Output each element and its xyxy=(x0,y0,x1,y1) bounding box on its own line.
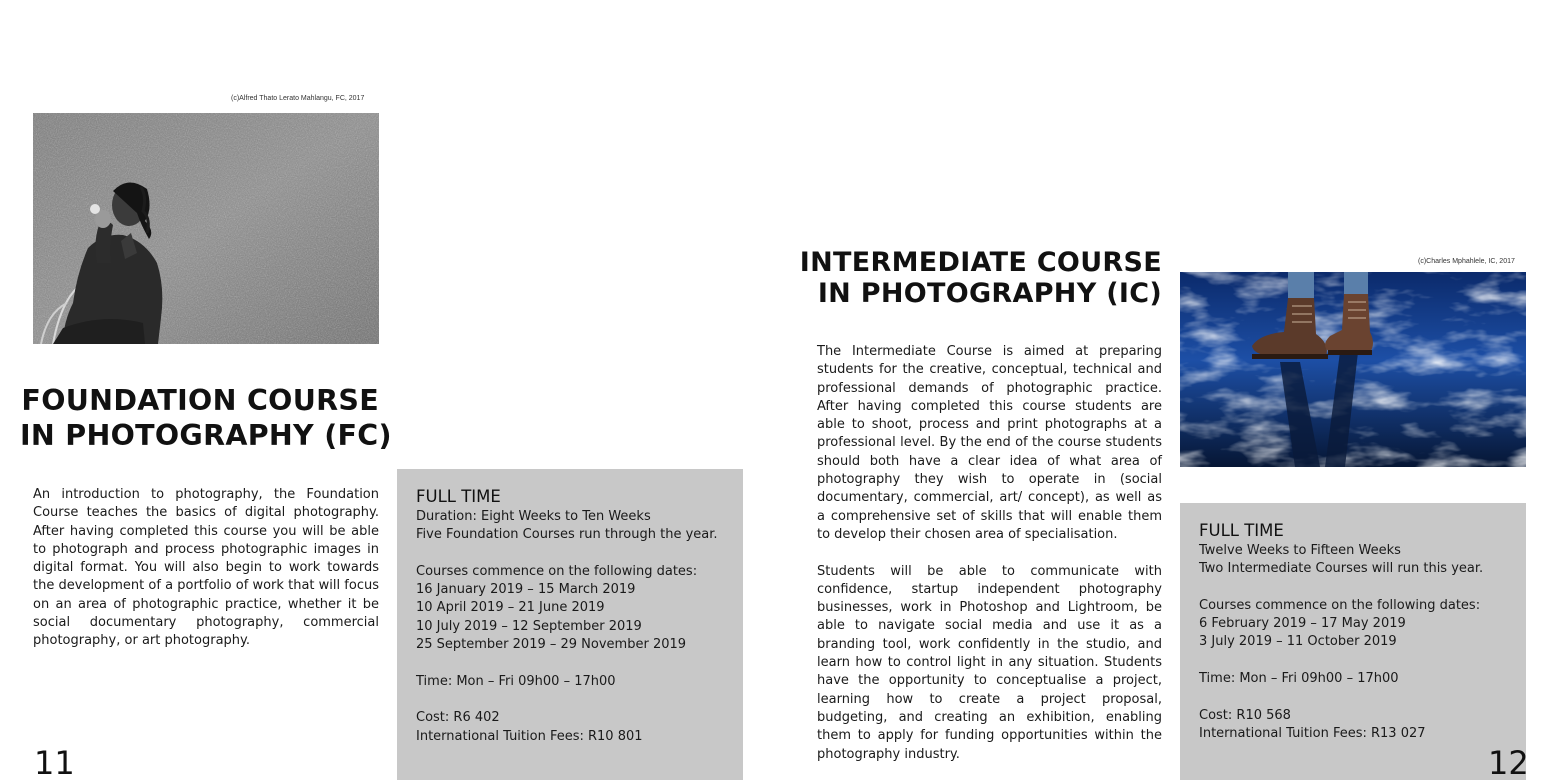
info-line: Courses commence on the following dates: xyxy=(1199,597,1481,613)
info-line: International Tuition Fees: R10 801 xyxy=(416,728,643,744)
heading-line-2: IN PHOTOGRAPHY (IC) xyxy=(817,278,1162,309)
heading-line-1: INTERMEDIATE COURSE xyxy=(799,247,1162,278)
photo-credit-intermediate: (c)Charles Mphahlele, IC, 2017 xyxy=(1418,258,1515,265)
info-line: Courses commence on the following dates: xyxy=(416,563,698,579)
info-line: 10 July 2019 – 12 September 2019 xyxy=(416,618,642,634)
info-line xyxy=(1199,652,1508,670)
info-line: Cost: R6 402 xyxy=(416,710,500,726)
info-line: Cost: R10 568 xyxy=(1199,707,1291,723)
photo-credit-foundation: (c)Alfred Thato Lerato Mahlangu, FC, 2017 xyxy=(231,95,365,102)
intermediate-info-box xyxy=(1180,503,1526,780)
info-line: 16 January 2019 – 15 March 2019 xyxy=(416,582,636,598)
info-line: Twelve Weeks to Fifteen Weeks xyxy=(1199,543,1401,558)
foundation-course-description xyxy=(33,486,379,669)
heading-line-2: IN PHOTOGRAPHY (FC) xyxy=(20,419,392,452)
info-line: International Tuition Fees: R13 027 xyxy=(1199,725,1426,741)
info-line xyxy=(416,654,725,672)
intermediate-course-photo xyxy=(1180,272,1526,467)
info-line: Two Intermediate Courses will run this year. xyxy=(1199,561,1484,577)
page-number-left: 11 xyxy=(34,744,75,780)
info-line: 3 July 2019 – 11 October 2019 xyxy=(1199,634,1397,650)
info-line: Five Foundation Courses run through the year. xyxy=(416,527,718,543)
page-number-right: 12 xyxy=(1488,744,1529,780)
heading-line-1: FOUNDATION COURSE xyxy=(21,384,379,417)
intermediate-course-heading xyxy=(790,247,1162,309)
description-paragraph: An introduction to photography, the Foundation Course teaches the basics of digital photography. After having completed this course you will be able to photograph and process photographic images in digital format. You will also begin to work towards the development of a portfolio of work that will focus on an area of photographic practice, whether it be social documentary photography, commercial photography, or art photography. xyxy=(33,487,379,649)
foundation-course-photo xyxy=(33,113,379,344)
info-line: 25 September 2019 – 29 November 2019 xyxy=(416,637,687,653)
info-line: Time: Mon – Fri 09h00 – 17h00 xyxy=(416,673,616,689)
description-paragraph: Students will be able to communicate with confidence, startup independent photography businesses, work in Photoshop and Lightroom, be able to navigate social media and use it as a branding tool, work confidently in the studio, and learn how to control light in any situation. Students have the opportunity to conceptualise a project, learning how to create a project proposal, budgeting, and creating an exhibition, enabling them to apply for funding opportunities within the photography industry. xyxy=(817,563,1162,762)
intermediate-course-description xyxy=(817,343,1162,780)
info-line: Duration: Eight Weeks to Ten Weeks xyxy=(416,509,651,524)
info-line: 6 February 2019 – 17 May 2019 xyxy=(1199,616,1406,632)
info-line xyxy=(416,545,725,563)
info-line xyxy=(1199,579,1508,597)
foundation-course-heading xyxy=(20,383,392,453)
info-line: 10 April 2019 – 21 June 2019 xyxy=(416,600,605,616)
info-line: Time: Mon – Fri 09h00 – 17h00 xyxy=(1199,671,1399,687)
info-line xyxy=(416,691,725,709)
description-paragraph: The Intermediate Course is aimed at preparing students for the creative, conceptual, technical and professional demands of photographic practice. After having completed this course students are able to shoot, process and print photographs at a professional level. By the end of the course students should both have a clear idea of what area of photography they wish to operate in (social documentary, commercial, art/ concept), as well as a comprehensive set of skills that will enable them to develop their chosen area of specialisation. xyxy=(817,344,1162,542)
info-box-title: FULL TIME xyxy=(416,487,501,506)
info-box-title: FULL TIME xyxy=(1199,521,1284,540)
info-line xyxy=(1199,688,1508,706)
foundation-info-box xyxy=(397,469,743,780)
